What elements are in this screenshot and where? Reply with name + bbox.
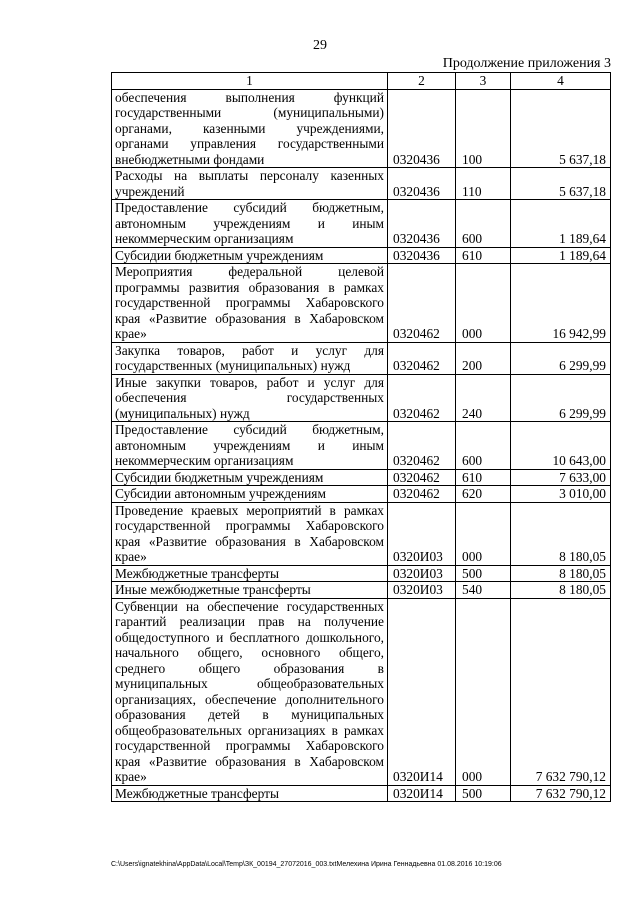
row-description: Предоставление субсидий бюджетным, автономным учреждениям и иным некоммерческим организациям (112, 200, 388, 248)
row-target-code: 0320462 (388, 469, 456, 486)
row-description: Иные закупки товаров, работ и услуг для обеспечения государственных (муниципальных) нужд (112, 374, 388, 422)
row-amount: 7 632 790,12 (511, 598, 611, 785)
row-description: Иные межбюджетные трансферты (112, 582, 388, 599)
row-description: обеспечения выполнения функций государственными (муниципальными) органами, казенными учреждениями, органами управления государственными внебюджетными фондами (112, 89, 388, 168)
table-row (112, 582, 611, 599)
row-description: Закупка товаров, работ и услуг для государственных (муниципальных) нужд (112, 342, 388, 374)
row-target-code: 0320462 (388, 422, 456, 470)
row-target-code: 0320И03 (388, 502, 456, 565)
row-target-code: 0320462 (388, 342, 456, 374)
row-expense-type: 600 (456, 422, 511, 470)
row-expense-type: 240 (456, 374, 511, 422)
row-description: Расходы на выплаты персоналу казенных учреждений (112, 168, 388, 200)
table-row (112, 785, 611, 802)
header-col-1: 1 (112, 73, 388, 90)
row-target-code: 0320И03 (388, 565, 456, 582)
row-amount: 6 299,99 (511, 374, 611, 422)
row-target-code: 0320436 (388, 200, 456, 248)
row-amount: 8 180,05 (511, 565, 611, 582)
row-amount: 6 299,99 (511, 342, 611, 374)
row-amount: 3 010,00 (511, 486, 611, 503)
row-amount: 10 643,00 (511, 422, 611, 470)
table-row (112, 565, 611, 582)
row-expense-type: 200 (456, 342, 511, 374)
row-target-code: 0320436 (388, 247, 456, 264)
page-number: 29 (313, 38, 327, 53)
row-expense-type: 000 (456, 598, 511, 785)
table-row (112, 502, 611, 565)
row-target-code: 0320462 (388, 486, 456, 503)
table-row (112, 168, 611, 200)
row-amount: 8 180,05 (511, 502, 611, 565)
row-description: Субвенции на обеспечение государственных гарантий реализации прав на получение общедоступного и бесплатного дошкольного, начального общего, основного общего, среднего общего образования в муниципальных общеобразовательных организациях, обеспечение дополнительного образования детей в муниципальных общеобразовательных организациях в рамках государственной программы Хабаровского края «Развитие образования в Хабаровском крае» (112, 598, 388, 785)
header-col-3: 3 (456, 73, 511, 90)
row-expense-type: 110 (456, 168, 511, 200)
row-expense-type: 500 (456, 565, 511, 582)
header-col-2: 2 (388, 73, 456, 90)
table-row (112, 374, 611, 422)
row-target-code: 0320462 (388, 264, 456, 343)
row-target-code: 0320И03 (388, 582, 456, 599)
row-expense-type: 100 (456, 89, 511, 168)
row-amount: 7 633,00 (511, 469, 611, 486)
row-expense-type: 620 (456, 486, 511, 503)
row-amount: 5 637,18 (511, 168, 611, 200)
row-amount: 1 189,64 (511, 247, 611, 264)
table-row (112, 486, 611, 503)
row-description: Предоставление субсидий бюджетным, автономным учреждениям и иным некоммерческим организациям (112, 422, 388, 470)
table-row (112, 342, 611, 374)
row-target-code: 0320462 (388, 374, 456, 422)
row-target-code: 0320436 (388, 89, 456, 168)
row-description: Межбюджетные трансферты (112, 785, 388, 802)
row-target-code: 0320И14 (388, 785, 456, 802)
row-amount: 5 637,18 (511, 89, 611, 168)
row-description: Субсидии бюджетным учреждениям (112, 247, 388, 264)
header-col-4: 4 (511, 73, 611, 90)
table-header-row (112, 73, 611, 90)
row-description: Межбюджетные трансферты (112, 565, 388, 582)
row-amount: 1 189,64 (511, 200, 611, 248)
footer-file-path: C:\Users\ignatekhina\AppData\Local\Temp\ЗК_00194_27072016_003.txtМелехина Ирина Геннадьевна 01.08.2016 10:19:06 (111, 861, 502, 868)
row-expense-type: 500 (456, 785, 511, 802)
budget-table (111, 72, 611, 802)
row-expense-type: 000 (456, 502, 511, 565)
continuation-label: Продолжение приложения 3 (442, 56, 611, 71)
row-description: Субсидии бюджетным учреждениям (112, 469, 388, 486)
table-row (112, 200, 611, 248)
row-target-code: 0320436 (388, 168, 456, 200)
row-amount: 16 942,99 (511, 264, 611, 343)
table-row (112, 247, 611, 264)
table-row (112, 469, 611, 486)
row-expense-type: 610 (456, 247, 511, 264)
row-expense-type: 610 (456, 469, 511, 486)
row-description: Субсидии автономным учреждениям (112, 486, 388, 503)
row-amount: 7 632 790,12 (511, 785, 611, 802)
row-expense-type: 540 (456, 582, 511, 599)
table-row (112, 598, 611, 785)
row-expense-type: 000 (456, 264, 511, 343)
row-description: Проведение краевых мероприятий в рамках государственной программы Хабаровского края «Развитие образования в Хабаровском крае» (112, 502, 388, 565)
row-amount: 8 180,05 (511, 582, 611, 599)
table-row (112, 89, 611, 168)
table-row (112, 264, 611, 343)
table-row (112, 422, 611, 470)
row-target-code: 0320И14 (388, 598, 456, 785)
row-description: Мероприятия федеральной целевой программы развития образования в рамках государственной программы Хабаровского края «Развитие образования в Хабаровском крае» (112, 264, 388, 343)
row-expense-type: 600 (456, 200, 511, 248)
